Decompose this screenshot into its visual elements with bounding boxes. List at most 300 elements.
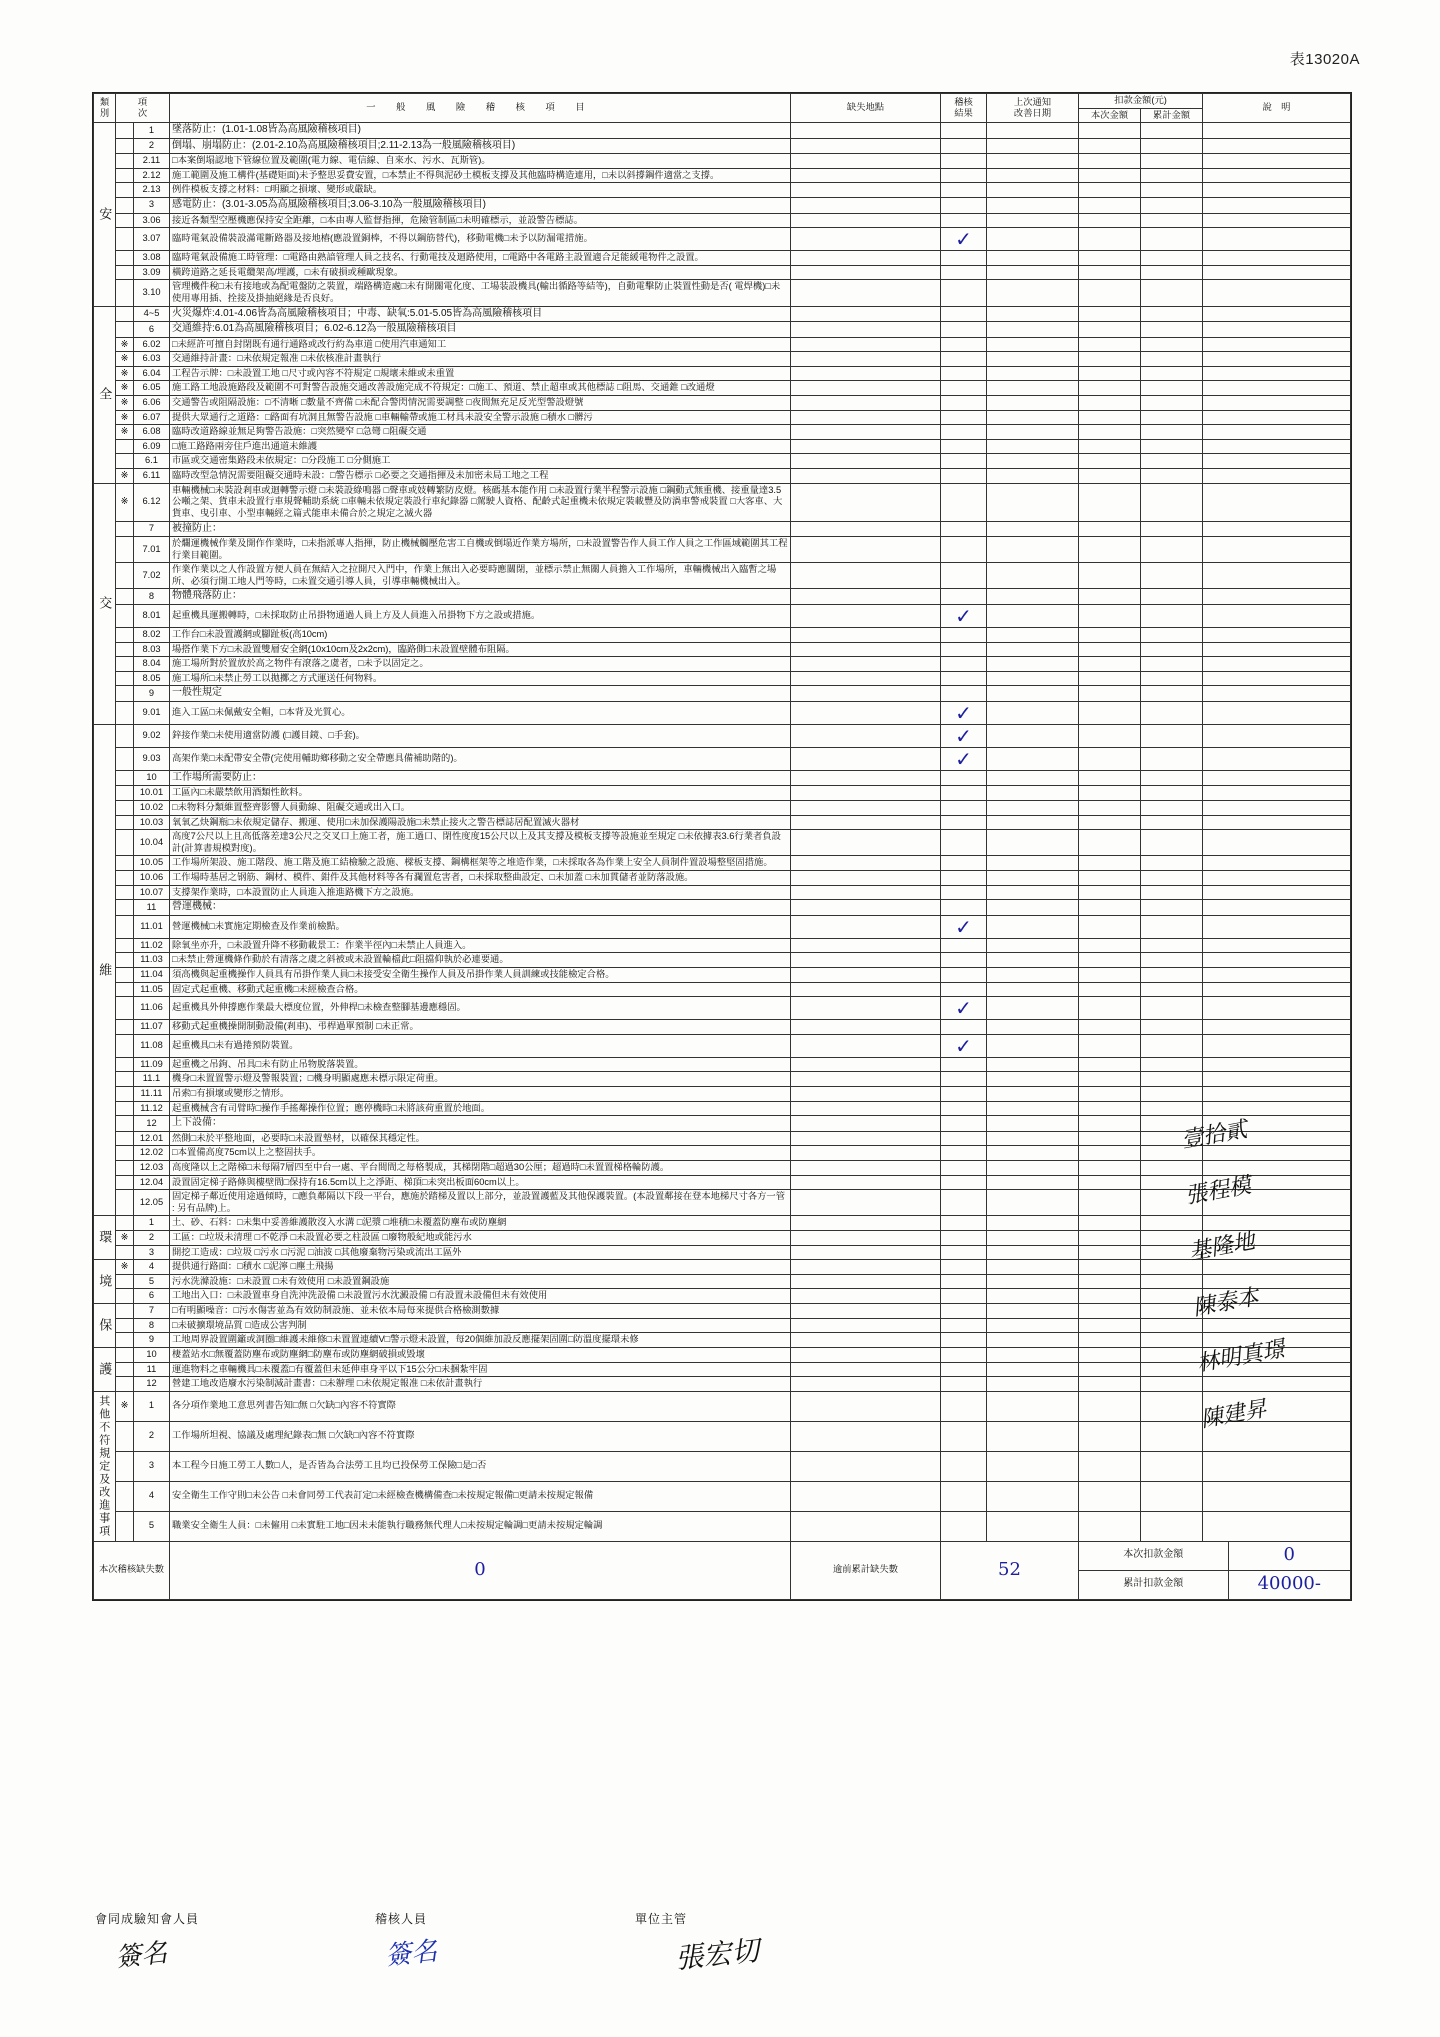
table-row — [94, 1377, 1351, 1392]
row-note — [1203, 856, 1351, 871]
row-audit-result — [941, 1481, 987, 1511]
row-defect-location — [791, 265, 941, 280]
row-item-text: 設置固定梯子路條與樓壁間□保持有16.5cm以上之淨距、梯頂□未突出板面60cm以上。 — [170, 1175, 791, 1190]
table-row — [94, 1116, 1351, 1132]
row-item-text: 本工程今日施工勞工人數□人，是否皆為合法勞工且均已投保勞工保險□是□否 — [170, 1451, 791, 1481]
row-item-no: 6.12 — [134, 483, 170, 521]
row-defect-location — [791, 1131, 941, 1146]
row-item-text: 職業安全衛生人員：□未僱用 □未實駐工地□因未未能執行職務無代理人□未按規定輪調□更請未按規定輪調 — [170, 1511, 791, 1541]
row-amount-this — [1079, 1231, 1141, 1246]
table-row — [94, 352, 1351, 367]
row-amount-total — [1141, 337, 1203, 352]
row-last-notice-date — [987, 265, 1079, 280]
signature-value: 簽名 — [113, 1938, 169, 1974]
check-mark-icon: ✓ — [955, 227, 972, 252]
row-note — [1203, 439, 1351, 454]
row-item-text: 土、砂、石料：□未集中妥善維護散沒入水溝 □泥漿 □堆積□未覆蓋防塵布或防塵網 — [170, 1216, 791, 1231]
row-amount-total — [1141, 982, 1203, 997]
row-item-text: 除氧坐亦升，□未設置升降不移動載景工：作業半徑內□未禁止人員進入。 — [170, 938, 791, 953]
row-item-no: 10.02 — [134, 801, 170, 816]
row-item-text: 臨時電氣設備施工時管理：□電路由熟諳管理人員之技名、行動電技及迴路使用，□電路中各電路主設置適合足能緩電物件之設置。 — [170, 251, 791, 266]
row-amount-total — [1141, 228, 1203, 251]
check-mark-icon: ✓ — [955, 700, 972, 725]
row-audit-result — [941, 280, 987, 306]
row-amount-this — [1079, 183, 1141, 198]
row-last-notice-date — [987, 439, 1079, 454]
row-last-notice-date — [987, 801, 1079, 816]
row-star-marker — [116, 627, 134, 642]
row-audit-result — [941, 537, 987, 563]
row-audit-result — [941, 138, 987, 154]
row-audit-result — [941, 701, 987, 724]
row-amount-this — [1079, 425, 1141, 440]
row-defect-location — [791, 306, 941, 322]
row-last-notice-date — [987, 366, 1079, 381]
row-note — [1203, 337, 1351, 352]
row-amount-total — [1141, 885, 1203, 900]
table-row — [94, 642, 1351, 657]
row-last-notice-date — [987, 1362, 1079, 1377]
row-item-text: 進入工區□未佩戴安全帽，□本背及光質心。 — [170, 701, 791, 724]
row-note — [1203, 138, 1351, 154]
row-item-no: 2.13 — [134, 183, 170, 198]
row-amount-total — [1141, 198, 1203, 214]
row-amount-total — [1141, 1216, 1203, 1231]
table-row — [94, 982, 1351, 997]
row-audit-result — [941, 251, 987, 266]
row-audit-result — [941, 306, 987, 322]
check-mark-icon: ✓ — [955, 603, 972, 628]
table-row — [94, 1391, 1351, 1421]
table-row — [94, 265, 1351, 280]
row-item-text: 支撐架作業時，□本設置防止人員進入推進路機下方之設施。 — [170, 885, 791, 900]
table-row — [94, 801, 1351, 816]
row-defect-location — [791, 1289, 941, 1304]
row-amount-this — [1079, 1146, 1141, 1161]
row-amount-total — [1141, 938, 1203, 953]
footer-label-prev: 逾前累計缺失數 — [791, 1541, 941, 1599]
table-row — [94, 1347, 1351, 1362]
row-item-no: 3.08 — [134, 251, 170, 266]
row-star-marker — [116, 997, 134, 1020]
row-item-text: □有明顯噪音：□污水傷害並為有效防制設施、並未依本局每來提供合格檢測數據 — [170, 1304, 791, 1319]
row-defect-location — [791, 830, 941, 856]
row-amount-this — [1079, 306, 1141, 322]
row-audit-result — [941, 1289, 987, 1304]
row-last-notice-date — [987, 871, 1079, 886]
row-star-marker — [116, 885, 134, 900]
row-amount-total — [1141, 1511, 1203, 1541]
row-item-no: 1 — [134, 123, 170, 139]
row-amount-total — [1141, 642, 1203, 657]
handwritten-note: 林明真璟 — [1195, 1336, 1287, 1377]
row-star-marker — [116, 686, 134, 702]
row-item-text: 被撞防止： — [170, 521, 791, 537]
row-last-notice-date — [987, 352, 1079, 367]
audit-table — [93, 93, 1351, 1600]
row-amount-total — [1141, 265, 1203, 280]
row-amount-this — [1079, 1511, 1141, 1541]
row-item-no: 3 — [134, 198, 170, 214]
table-row — [94, 1274, 1351, 1289]
row-item-no: 12 — [134, 1377, 170, 1392]
row-last-notice-date — [987, 425, 1079, 440]
row-last-notice-date — [987, 1160, 1079, 1175]
row-star-marker — [116, 1245, 134, 1260]
row-amount-total — [1141, 770, 1203, 786]
row-note — [1203, 154, 1351, 169]
row-item-no: 6.11 — [134, 469, 170, 484]
row-item-text: 交通警告或阻隔設施：□不清晰 □數量不齊備 □未配合警閃情況需要調整 □夜間無充足反光型警設燈號 — [170, 396, 791, 411]
row-defect-location — [791, 1245, 941, 1260]
row-audit-result — [941, 410, 987, 425]
row-amount-this — [1079, 1034, 1141, 1057]
row-star-marker — [116, 589, 134, 605]
row-item-no: 6.03 — [134, 352, 170, 367]
row-amount-total — [1141, 1304, 1203, 1319]
row-last-notice-date — [987, 138, 1079, 154]
row-note — [1203, 521, 1351, 537]
row-item-text: 起重機具外伸撐應作業最大標度位置，外伸桿□未檢查整腳基邊應穩固。 — [170, 997, 791, 1020]
row-audit-result — [941, 589, 987, 605]
category-label-env4: 護 — [94, 1347, 116, 1391]
row-item-no: 11.12 — [134, 1101, 170, 1116]
row-item-text: 高度隆以上之階梯□未每隔7層四至中台一處、平台間間之每格製成，其梯閉階□超過30公厘；超過時□未置置梯格輪防護。 — [170, 1160, 791, 1175]
row-defect-location — [791, 1318, 941, 1333]
table-row — [94, 469, 1351, 484]
table-row — [94, 671, 1351, 686]
header-defect-location: 缺失地點 — [791, 94, 941, 123]
row-audit-result — [941, 1146, 987, 1161]
row-last-notice-date — [987, 1116, 1079, 1132]
row-item-no: 3 — [134, 1451, 170, 1481]
row-star-marker — [116, 213, 134, 228]
row-item-text: □本置備高度75cm以上之整固扶手。 — [170, 1146, 791, 1161]
row-item-no: 6 — [134, 322, 170, 338]
row-defect-location — [791, 381, 941, 396]
row-defect-location — [791, 1101, 941, 1116]
row-star-marker — [116, 900, 134, 916]
row-note — [1203, 1511, 1351, 1541]
row-item-no: 4~5 — [134, 306, 170, 322]
row-amount-total — [1141, 701, 1203, 724]
row-note — [1203, 1304, 1351, 1319]
row-item-no: 1 — [134, 1391, 170, 1421]
row-item-no: 9 — [134, 686, 170, 702]
row-defect-location — [791, 671, 941, 686]
row-item-text: 高架作業□未配帶安全帶(完使用輔助鄉移動之安全帶應具備補助階的)。 — [170, 747, 791, 770]
header-title: 一 般 風 險 稽 核 項 目 — [170, 94, 791, 123]
row-amount-this — [1079, 657, 1141, 672]
row-amount-this — [1079, 915, 1141, 938]
row-audit-result — [941, 454, 987, 469]
row-amount-total — [1141, 425, 1203, 440]
row-star-marker — [116, 251, 134, 266]
row-item-no: 10.03 — [134, 815, 170, 830]
row-note — [1203, 589, 1351, 605]
row-amount-total — [1141, 1101, 1203, 1116]
table-row — [94, 953, 1351, 968]
row-note — [1203, 306, 1351, 322]
row-note — [1203, 1131, 1351, 1146]
row-last-notice-date — [987, 213, 1079, 228]
row-amount-total — [1141, 123, 1203, 139]
row-note — [1203, 1362, 1351, 1377]
row-last-notice-date — [987, 1034, 1079, 1057]
row-item-no: 10.01 — [134, 786, 170, 801]
row-audit-result — [941, 123, 987, 139]
row-star-marker — [116, 1216, 134, 1231]
table-footer — [94, 1541, 1351, 1599]
row-audit-result — [941, 1160, 987, 1175]
row-item-no: 6 — [134, 1289, 170, 1304]
row-amount-total — [1141, 997, 1203, 1020]
row-amount-total — [1141, 280, 1203, 306]
row-amount-this — [1079, 856, 1141, 871]
row-note — [1203, 900, 1351, 916]
row-last-notice-date — [987, 1175, 1079, 1190]
row-note — [1203, 322, 1351, 338]
row-defect-location — [791, 1034, 941, 1057]
row-amount-this — [1079, 396, 1141, 411]
table-row — [94, 1131, 1351, 1146]
row-star-marker: ※ — [116, 352, 134, 367]
row-defect-location — [791, 724, 941, 747]
row-star-marker — [116, 1481, 134, 1511]
row-star-marker — [116, 1131, 134, 1146]
row-amount-this — [1079, 815, 1141, 830]
row-note — [1203, 1377, 1351, 1392]
row-defect-location — [791, 213, 941, 228]
row-note — [1203, 786, 1351, 801]
row-audit-result — [941, 322, 987, 338]
row-defect-location — [791, 1087, 941, 1102]
table-row — [94, 856, 1351, 871]
row-star-marker — [116, 1304, 134, 1319]
row-defect-location — [791, 997, 941, 1020]
row-item-no: 8.02 — [134, 627, 170, 642]
row-amount-total — [1141, 1481, 1203, 1511]
row-star-marker — [116, 454, 134, 469]
row-amount-this — [1079, 1190, 1141, 1216]
row-amount-total — [1141, 604, 1203, 627]
row-item-text: 然側□未於平整地面，必要時□未設置墊材，以確保其穩定性。 — [170, 1131, 791, 1146]
row-audit-result — [941, 1231, 987, 1246]
row-audit-result — [941, 1072, 987, 1087]
row-item-no: 2 — [134, 138, 170, 154]
row-amount-this — [1079, 1057, 1141, 1072]
row-star-marker — [116, 801, 134, 816]
table-row — [94, 381, 1351, 396]
row-item-no: 2.11 — [134, 154, 170, 169]
row-item-text: 交通維持:6.01為高風險稽核項目；6.02-6.12為一般風險稽核項目 — [170, 322, 791, 338]
table-row — [94, 425, 1351, 440]
row-amount-this — [1079, 563, 1141, 589]
row-note — [1203, 396, 1351, 411]
signature-value: 簽名 — [383, 1936, 439, 1972]
table-row — [94, 168, 1351, 183]
row-amount-this — [1079, 521, 1141, 537]
row-audit-result — [941, 337, 987, 352]
row-star-marker — [116, 1333, 134, 1348]
row-defect-location — [791, 1511, 941, 1541]
row-defect-location — [791, 1216, 941, 1231]
row-amount-this — [1079, 265, 1141, 280]
row-item-no: 10 — [134, 770, 170, 786]
row-amount-this — [1079, 123, 1141, 139]
row-item-no: 11.08 — [134, 1034, 170, 1057]
row-star-marker — [116, 642, 134, 657]
row-item-no: 6.07 — [134, 410, 170, 425]
row-defect-location — [791, 786, 941, 801]
row-item-no: 6.05 — [134, 381, 170, 396]
check-mark-icon: ✓ — [955, 1033, 972, 1058]
row-item-no: 3.07 — [134, 228, 170, 251]
row-note — [1203, 183, 1351, 198]
row-audit-result — [941, 1216, 987, 1231]
row-note — [1203, 228, 1351, 251]
row-audit-result — [941, 265, 987, 280]
table-row — [94, 454, 1351, 469]
row-defect-location — [791, 686, 941, 702]
row-amount-total — [1141, 830, 1203, 856]
row-last-notice-date — [987, 1190, 1079, 1216]
row-last-notice-date — [987, 154, 1079, 169]
row-star-marker — [116, 1421, 134, 1451]
row-amount-this — [1079, 337, 1141, 352]
table-row — [94, 938, 1351, 953]
row-note — [1203, 1175, 1351, 1190]
row-defect-location — [791, 815, 941, 830]
row-last-notice-date — [987, 1347, 1079, 1362]
row-star-marker — [116, 786, 134, 801]
table-row — [94, 1034, 1351, 1057]
row-star-marker: ※ — [116, 410, 134, 425]
row-amount-total — [1141, 1131, 1203, 1146]
row-last-notice-date — [987, 747, 1079, 770]
row-amount-this — [1079, 627, 1141, 642]
row-item-no: 6.08 — [134, 425, 170, 440]
row-star-marker — [116, 830, 134, 856]
table-row — [94, 521, 1351, 537]
row-amount-total — [1141, 1391, 1203, 1421]
row-amount-total — [1141, 1087, 1203, 1102]
row-last-notice-date — [987, 1511, 1079, 1541]
row-amount-total — [1141, 483, 1203, 521]
row-last-notice-date — [987, 1274, 1079, 1289]
row-note — [1203, 1190, 1351, 1216]
row-note — [1203, 815, 1351, 830]
table-row — [94, 410, 1351, 425]
row-defect-location — [791, 953, 941, 968]
row-last-notice-date — [987, 724, 1079, 747]
row-amount-this — [1079, 168, 1141, 183]
row-note — [1203, 1245, 1351, 1260]
check-mark-icon: ✓ — [955, 746, 972, 771]
row-audit-result — [941, 439, 987, 454]
row-last-notice-date — [987, 885, 1079, 900]
row-defect-location — [791, 642, 941, 657]
row-note — [1203, 915, 1351, 938]
row-star-marker — [116, 228, 134, 251]
row-star-marker — [116, 871, 134, 886]
row-note — [1203, 1260, 1351, 1275]
row-amount-this — [1079, 1362, 1141, 1377]
row-note — [1203, 410, 1351, 425]
table-row — [94, 228, 1351, 251]
row-star-marker — [116, 1377, 134, 1392]
row-amount-this — [1079, 747, 1141, 770]
row-item-text: 須高機與起重機操作人員具有吊掛作業人員□未接受安全衛生操作人員及吊掛作業人員訓練或技能檢定合格。 — [170, 967, 791, 982]
row-star-marker — [116, 183, 134, 198]
row-item-text: 工作場所坦視、協議及處理紀錄表□無 □欠缺□內容不符實際 — [170, 1421, 791, 1451]
table-row — [94, 830, 1351, 856]
row-note — [1203, 1216, 1351, 1231]
row-note — [1203, 938, 1351, 953]
row-item-no: 10.04 — [134, 830, 170, 856]
row-item-text: 提供通行路面：□積水 □泥濘 □塵土飛揚 — [170, 1260, 791, 1275]
row-audit-result — [941, 671, 987, 686]
row-star-marker — [116, 280, 134, 306]
row-item-text: 起重機械含有司臂時□操作手搖鄰操作位置；應停機時□未將該荷重置於地面。 — [170, 1101, 791, 1116]
row-amount-total — [1141, 1020, 1203, 1035]
row-defect-location — [791, 900, 941, 916]
row-star-marker: ※ — [116, 483, 134, 521]
header-amount-group: 扣款金額(元) — [1079, 94, 1203, 109]
table-row — [94, 1318, 1351, 1333]
row-amount-total — [1141, 1190, 1203, 1216]
row-amount-total — [1141, 1057, 1203, 1072]
row-note — [1203, 123, 1351, 139]
row-amount-this — [1079, 1260, 1141, 1275]
table-row — [94, 138, 1351, 154]
row-item-no: 7 — [134, 521, 170, 537]
row-note — [1203, 871, 1351, 886]
row-star-marker — [116, 1116, 134, 1132]
table-row — [94, 322, 1351, 338]
row-item-no: 8.01 — [134, 604, 170, 627]
signature-value: 張宏切 — [673, 1933, 761, 1976]
row-last-notice-date — [987, 1146, 1079, 1161]
row-item-no: 8.05 — [134, 671, 170, 686]
row-star-marker: ※ — [116, 366, 134, 381]
row-amount-this — [1079, 1116, 1141, 1132]
table-row — [94, 1421, 1351, 1451]
row-audit-result — [941, 1333, 987, 1348]
row-amount-total — [1141, 251, 1203, 266]
table-row — [94, 1362, 1351, 1377]
table-row — [94, 589, 1351, 605]
row-item-text: 上下設備： — [170, 1116, 791, 1132]
row-item-text: 橫跨道路之延長電纜架高/埋護，□未有破損或種歐現象。 — [170, 265, 791, 280]
row-audit-result — [941, 915, 987, 938]
table-row — [94, 871, 1351, 886]
row-note — [1203, 1146, 1351, 1161]
row-audit-result — [941, 1451, 987, 1481]
row-amount-this — [1079, 1245, 1141, 1260]
row-audit-result — [941, 770, 987, 786]
row-audit-result — [941, 381, 987, 396]
row-last-notice-date — [987, 671, 1079, 686]
row-item-text: 提供大眾通行之道路：□路面有坑洞且無警告設施 □車輛輸帶或施工材具未設安全警示設施 □積水 □髒污 — [170, 410, 791, 425]
table-row — [94, 251, 1351, 266]
row-amount-this — [1079, 483, 1141, 521]
row-last-notice-date — [987, 830, 1079, 856]
row-item-text: 市區或交通密集路段未依規定：□分段施工 □分側施工 — [170, 454, 791, 469]
table-row — [94, 1146, 1351, 1161]
row-star-marker — [116, 604, 134, 627]
row-item-text: 工區內□未嚴禁飲用酒類性飲料。 — [170, 786, 791, 801]
